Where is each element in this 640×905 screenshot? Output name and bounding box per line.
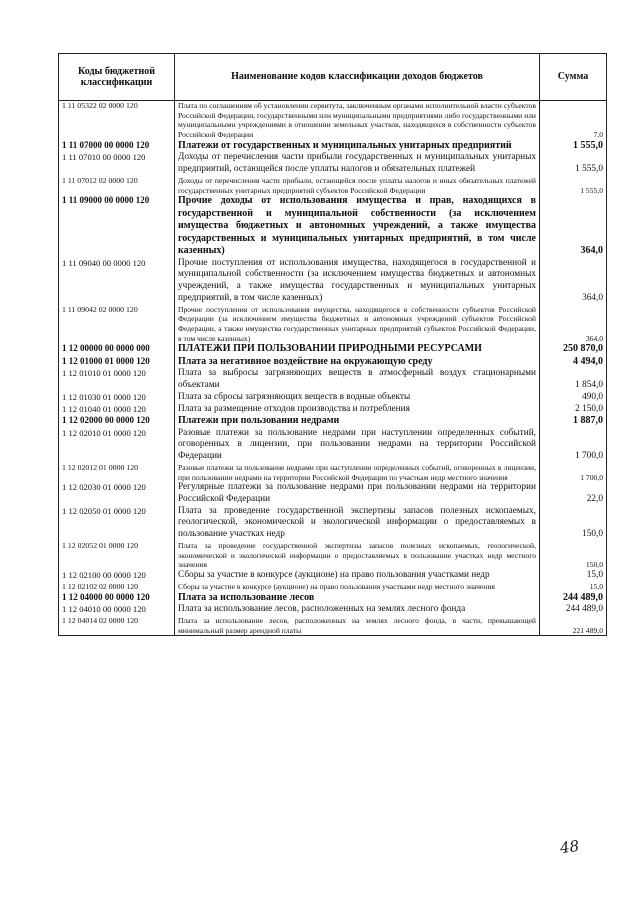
cell-code: 1 12 01040 01 0000 120 (59, 404, 175, 416)
cell-code: 1 12 02010 01 0000 120 (59, 428, 175, 463)
cell-sum: 2 150,0 (540, 404, 607, 416)
table-row (59, 604, 607, 616)
table-row (59, 152, 607, 175)
cell-name: Платежи от государственных и муниципальных унитарных предприятий (175, 140, 540, 153)
cell-name: Доходы от перечисления части прибыли государственных и муниципальных унитарных предприятий, остающейся после уплаты налогов и обязательных платежей (175, 152, 540, 175)
cell-name: Прочие поступления от использования имущества, находящегося в государственной и муниципальной собственности (за исключением имущества бюджетных и автономных учреждений, а также имущества государственных и муниципальных унитарных предприятий, в том числе казенных) (175, 258, 540, 305)
cell-sum: 150,0 (540, 541, 607, 570)
cell-name: Плата за использование лесов, расположенных на землях лесного фонда, в части, превышающей минимальный размер арендной платы (175, 616, 540, 636)
table-row (59, 616, 607, 636)
cell-code: 1 11 07010 00 0000 120 (59, 152, 175, 175)
cell-name: Прочие доходы от использования имущества и прав, находящихся в государственной и муниципальной собственности (за исключением имущества бюджетных и автономных учреждений, а также имущества государственных и муниципальных унитарных предприятий, в том числе казенных) (175, 195, 540, 258)
cell-sum: 1 555,0 (540, 152, 607, 175)
cell-name: Сборы за участие в конкурсе (аукционе) на право пользования участками недр (175, 570, 540, 582)
cell-name: Плата за размещение отходов производства и потребления (175, 404, 540, 416)
table-row (59, 101, 607, 140)
cell-code: 1 11 09000 00 0000 120 (59, 195, 175, 258)
cell-name: Платежи при пользовании недрами (175, 415, 540, 428)
cell-code: 1 12 02030 01 0000 120 (59, 482, 175, 505)
cell-name: Регулярные платежи за пользование недрами при пользовании недрами на территории Российской Федерации (175, 482, 540, 505)
cell-name: Плата за негативное воздействие на окружающую среду (175, 356, 540, 369)
table-row (59, 582, 607, 592)
cell-sum: 4 494,0 (540, 356, 607, 369)
table-header-row (59, 54, 607, 101)
cell-code: 1 11 07012 02 0000 120 (59, 176, 175, 195)
header-name: Наименование кодов классификации доходов бюджетов (175, 54, 540, 101)
table-row (59, 592, 607, 605)
table-row (59, 392, 607, 404)
cell-sum: 221 489,0 (540, 616, 607, 636)
cell-code: 1 12 04014 02 0000 120 (59, 616, 175, 636)
cell-name: Плата за сбросы загрязняющих веществ в водные объекты (175, 392, 540, 404)
cell-code: 1 12 01010 01 0000 120 (59, 368, 175, 391)
cell-sum: 364,0 (540, 195, 607, 258)
cell-code: 1 11 09042 02 0000 120 (59, 305, 175, 344)
table-row (59, 541, 607, 570)
cell-code: 1 11 07000 00 0000 120 (59, 140, 175, 153)
cell-name: Разовые платежи за пользование недрами при наступлении определенных событий, оговоренных в лицензии, при пользовании недрами на территории Российской Федерации (175, 428, 540, 463)
table-row (59, 415, 607, 428)
cell-code: 1 11 05322 02 0000 120 (59, 101, 175, 140)
cell-code: 1 12 04010 00 0000 120 (59, 604, 175, 616)
cell-sum: 250 870,0 (540, 343, 607, 356)
cell-code: 1 12 00000 00 0000 000 (59, 343, 175, 356)
cell-sum: 1 700,0 (540, 428, 607, 463)
table-row (59, 506, 607, 541)
cell-code: 1 11 09040 00 0000 120 (59, 258, 175, 305)
cell-sum: 15,0 (540, 582, 607, 592)
cell-sum: 244 489,0 (540, 604, 607, 616)
table-body (59, 101, 607, 636)
cell-sum: 22,0 (540, 482, 607, 505)
cell-name: Плата за использование лесов, расположенных на землях лесного фонда (175, 604, 540, 616)
cell-sum: 364,0 (540, 258, 607, 305)
cell-sum: 490,0 (540, 392, 607, 404)
cell-name: Плата за проведение государственной экспертизы запасов полезных ископаемых, геологической, экономической и экологической информации о предоставляемых в пользование участках недр местного значения (175, 541, 540, 570)
cell-code: 1 12 02050 01 0000 120 (59, 506, 175, 541)
cell-sum: 1 700,0 (540, 463, 607, 482)
cell-code: 1 12 01030 01 0000 120 (59, 392, 175, 404)
table-row (59, 356, 607, 369)
cell-name: ПЛАТЕЖИ ПРИ ПОЛЬЗОВАНИИ ПРИРОДНЫМИ РЕСУРСАМИ (175, 343, 540, 356)
table-row (59, 404, 607, 416)
table-row (59, 195, 607, 258)
table-row (59, 428, 607, 463)
cell-name: Сборы за участие в конкурсе (аукционе) на право пользования участками недр местного значения (175, 582, 540, 592)
cell-code: 1 12 02012 01 0000 120 (59, 463, 175, 482)
cell-sum: 1 555,0 (540, 176, 607, 195)
cell-sum: 7,0 (540, 101, 607, 140)
budget-revenue-table (58, 53, 607, 636)
page-number: 48 (558, 836, 581, 858)
cell-sum: 1 854,0 (540, 368, 607, 391)
document-page (58, 53, 606, 636)
table-row (59, 258, 607, 305)
table-row (59, 570, 607, 582)
cell-sum: 244 489,0 (540, 592, 607, 605)
header-code: Коды бюджетной классификации (59, 54, 175, 101)
cell-sum: 1 887,0 (540, 415, 607, 428)
cell-code: 1 12 01000 01 0000 120 (59, 356, 175, 369)
header-sum: Сумма (540, 54, 607, 101)
cell-name: Плата за выбросы загрязняющих веществ в атмосферный воздух стационарными объектами (175, 368, 540, 391)
cell-code: 1 12 02102 02 0000 120 (59, 582, 175, 592)
table-row (59, 140, 607, 153)
cell-code: 1 12 02100 00 0000 120 (59, 570, 175, 582)
cell-code: 1 12 02000 00 0000 120 (59, 415, 175, 428)
cell-name: Доходы от перечисления части прибыли, остающейся после уплаты налогов и иных обязательных платежей государственных унитарных предприятий субъектов Российской Федерации (175, 176, 540, 195)
cell-sum: 150,0 (540, 506, 607, 541)
table-row (59, 482, 607, 505)
table-row (59, 463, 607, 482)
cell-name: Плата за проведение государственной экспертизы запасов полезных ископаемых, геологической, экономической и экологической информации о предоставляемых в пользование участках недр (175, 506, 540, 541)
table-row (59, 368, 607, 391)
table-row (59, 305, 607, 344)
cell-name: Разовые платежи за пользование недрами при наступлении определенных событий, оговоренных в лицензии, при пользовании недрами на территории Российской Федерации по участкам недр местного значения (175, 463, 540, 482)
table-row (59, 343, 607, 356)
table-row (59, 176, 607, 195)
cell-sum: 1 555,0 (540, 140, 607, 153)
cell-sum: 15,0 (540, 570, 607, 582)
cell-name: Прочие поступления от использования имущества, находящегося в собственности субъектов Российской Федерации (за исключением имущества бюджетных и автономных учреждений субъектов Российской Федерации, а также имущества государственных унитарных предприятий субъектов Российской Федерации, в том числе казенных) (175, 305, 540, 344)
cell-code: 1 12 02052 01 0000 120 (59, 541, 175, 570)
cell-sum: 364,0 (540, 305, 607, 344)
cell-name: Плата за использование лесов (175, 592, 540, 605)
cell-name: Плата по соглашениям об установлении сервитута, заключенным органами исполнительной власти субъектов Российской Федерации, государственными или муниципальными предприятиями либо государственными или муниципальными учреждениями в отношении земельных участков, находящихся в собственности субъектов Российской Федерации (175, 101, 540, 140)
cell-code: 1 12 04000 00 0000 120 (59, 592, 175, 605)
